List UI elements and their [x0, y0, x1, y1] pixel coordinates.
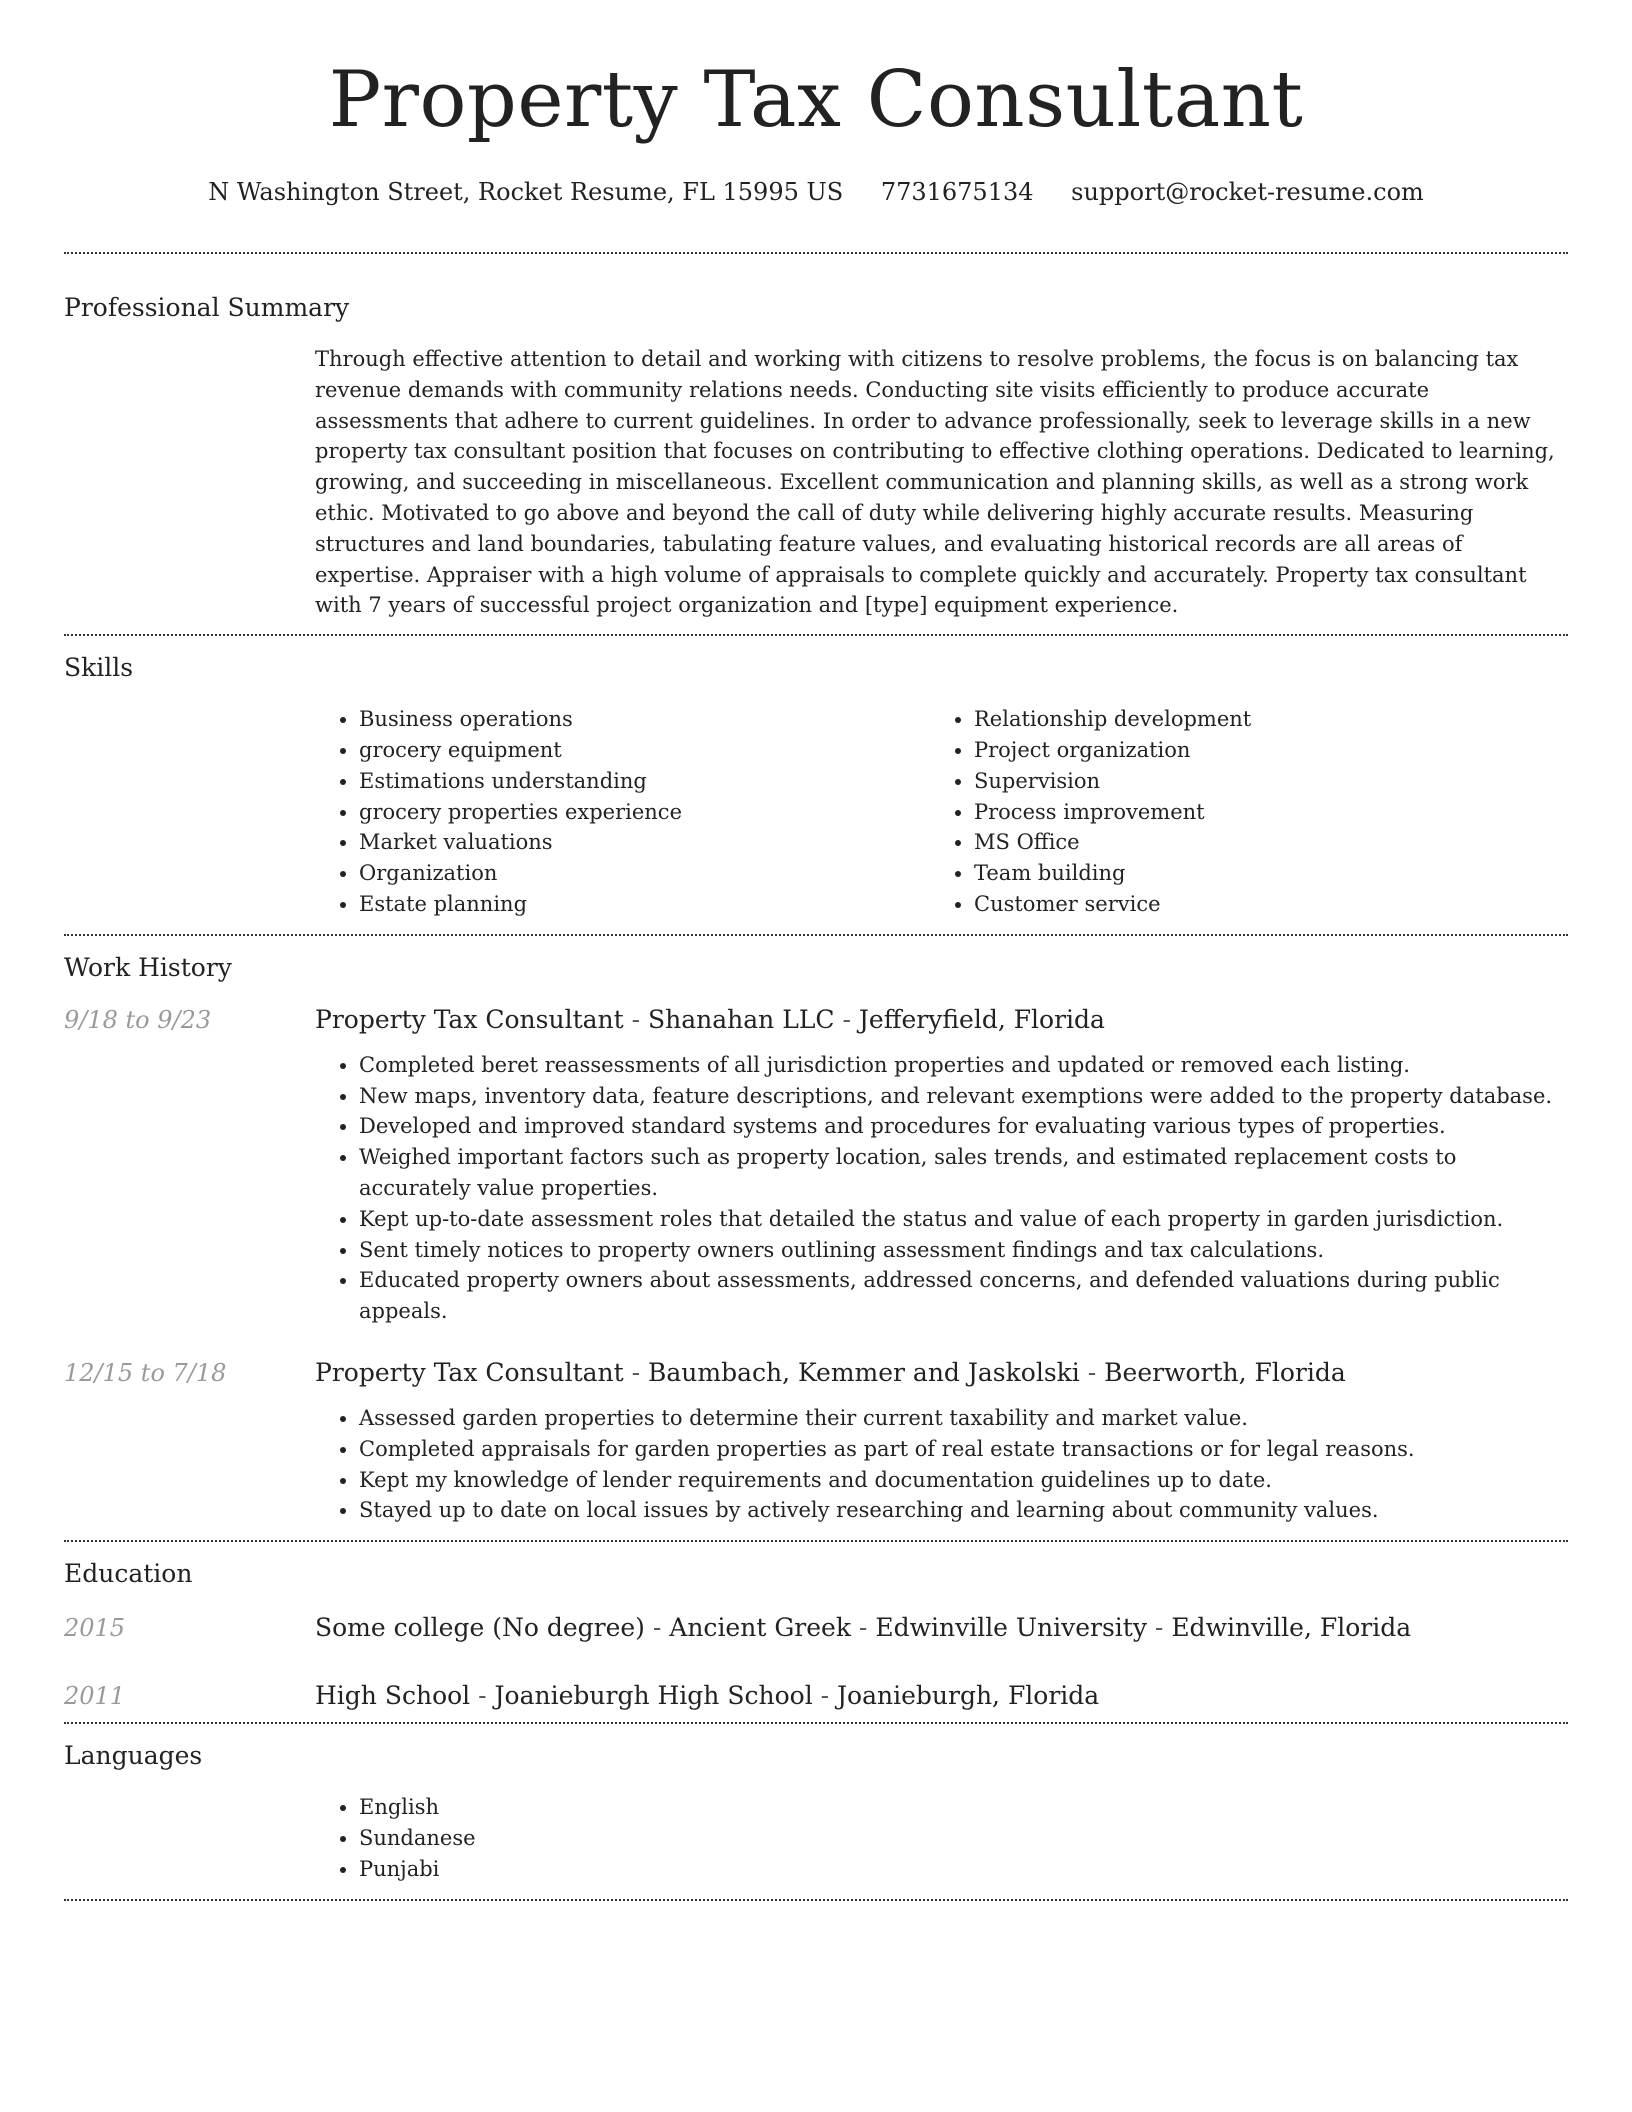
work-history-heading: Work History [64, 952, 232, 982]
education-school: Joanieburgh High School [494, 1681, 813, 1711]
education-entry [64, 1612, 1568, 1644]
education-section [64, 1542, 1568, 1722]
contact-phone: 7731675134 [880, 178, 1034, 206]
section-divider [64, 1899, 1568, 1901]
education-heading-line [315, 1612, 1568, 1644]
responsibility-item: • Kept my knowledge of lender requirements and documentation guidelines up to date. [359, 1465, 1568, 1496]
education-field: Ancient Greek [669, 1613, 851, 1643]
skill-item: • Relationship development [974, 704, 1545, 735]
summary-text: Through effective attention to detail and working with citizens to resolve problems, the focus is on balancing tax revenue demands with community relations needs. Conducting site visits efficiently to produce accurate assessments that adhere to current guidelines. In order to advance professionally, seek to leverage skills in a new property tax consultant position that focuses on contributing to effective clothing operations. Dedicated to learning, growing, and succeeding in miscellaneous. Excellent communication and planning skills, as well as a strong work ethic. Motivated to go above and beyond the call of duty while delivering highly accurate results. Measuring structures and land boundaries, tabulating feature values, and evaluating historical records are all areas of expertise. Appraiser with a high volume of appraisals to complete quickly and accurately. Property tax consultant with 7 years of successful project organization and [type] equipment experience. [315, 347, 1555, 618]
education-degree: High School [315, 1681, 471, 1711]
job-entry [64, 1357, 1568, 1526]
job-location: Beerworth, Florida [1104, 1357, 1346, 1387]
responsibility-item: • Completed beret reassessments of all jurisdiction properties and updated or removed each listing. [359, 1050, 1568, 1081]
separator: - [850, 1613, 876, 1643]
skill-item: • MS Office [974, 827, 1545, 858]
job-entry [64, 1004, 1568, 1327]
skill-item: • grocery properties experience [359, 797, 930, 828]
separator: - [812, 1681, 838, 1711]
separator: - [1079, 1357, 1105, 1387]
skill-item: • Market valuations [359, 827, 930, 858]
education-entry [64, 1680, 1568, 1712]
skills-heading: Skills [64, 653, 134, 683]
resume-header [0, 0, 1632, 208]
contact-address: N Washington Street, Rocket Resume, FL 15995 US [208, 178, 844, 206]
job-company: Baumbach, Kemmer and Jaskolski [648, 1357, 1080, 1387]
language-item: • Sundanese [359, 1823, 1568, 1854]
summary-section [64, 254, 1568, 634]
responsibility-item: • Stayed up to date on local issues by actively researching and learning about community values. [359, 1495, 1568, 1526]
contact-line [0, 176, 1632, 208]
skills-section [64, 636, 1568, 934]
language-item: • Punjabi [359, 1854, 1568, 1885]
separator: - [1146, 1613, 1172, 1643]
responsibility-item: • Sent timely notices to property owners outlining assessment findings and tax calculations. [359, 1235, 1568, 1266]
education-year: 2011 [64, 1682, 126, 1711]
job-heading [315, 1357, 1568, 1389]
skill-item: • Team building [974, 858, 1545, 889]
job-responsibilities [315, 1403, 1568, 1526]
responsibility-item: • Completed appraisals for garden properties as part of real estate transactions or for legal reasons. [359, 1434, 1568, 1465]
contact-email: support@rocket-resume.com [1071, 178, 1424, 206]
separator: - [623, 1004, 649, 1034]
skill-item: • Estimations understanding [359, 766, 930, 797]
responsibility-item: • Educated property owners about assessments, addressed concerns, and defended valuations during public appeals. [359, 1265, 1568, 1327]
skill-item: • grocery equipment [359, 735, 930, 766]
job-role: Property Tax Consultant [315, 1004, 624, 1034]
responsibility-item: • Developed and improved standard systems and procedures for evaluating various types of properties. [359, 1111, 1568, 1142]
skill-item: • Process improvement [974, 797, 1545, 828]
separator: - [644, 1613, 670, 1643]
skills-list-left [315, 704, 930, 920]
education-year: 2015 [64, 1614, 126, 1643]
languages-section [64, 1724, 1568, 1898]
job-dates: 12/15 to 7/18 [64, 1358, 227, 1387]
languages-list [315, 1792, 1568, 1884]
candidate-title: Property Tax Consultant [328, 55, 1304, 145]
responsibility-item: • Weighed important factors such as property location, sales trends, and estimated replacement costs to accurately value properties. [359, 1142, 1568, 1204]
job-location: Jefferyfield, Florida [858, 1004, 1105, 1034]
languages-heading: Languages [64, 1741, 203, 1771]
skill-item: • Supervision [974, 766, 1545, 797]
job-company: Shanahan LLC [648, 1004, 835, 1034]
job-role: Property Tax Consultant [315, 1357, 624, 1387]
education-location: Edwinville, Florida [1171, 1613, 1412, 1643]
summary-heading: Professional Summary [64, 293, 350, 322]
work-history-section [64, 936, 1568, 1540]
separator: - [470, 1681, 495, 1711]
education-heading-line [315, 1680, 1568, 1712]
responsibility-item: • Assessed garden properties to determine their current taxability and market value. [359, 1403, 1568, 1434]
skill-item: • Business operations [359, 704, 930, 735]
skill-item: • Estate planning [359, 889, 930, 920]
job-heading [315, 1004, 1568, 1036]
job-responsibilities [315, 1050, 1568, 1327]
education-location: Joanieburgh, Florida [837, 1681, 1100, 1711]
separator: - [834, 1004, 859, 1034]
skill-item: • Organization [359, 858, 930, 889]
responsibility-item: • Kept up-to-date assessment roles that detailed the status and value of each property in garden jurisdiction. [359, 1204, 1568, 1235]
responsibility-item: • New maps, inventory data, feature descriptions, and relevant exemptions were added to the property database. [359, 1081, 1568, 1112]
language-item: • English [359, 1792, 1568, 1823]
education-school: Edwinville University [875, 1613, 1147, 1643]
separator: - [623, 1357, 649, 1387]
education-degree: Some college (No degree) [315, 1613, 645, 1643]
education-heading: Education [64, 1559, 193, 1589]
skill-item: • Project organization [974, 735, 1545, 766]
skill-item: • Customer service [974, 889, 1545, 920]
job-dates: 9/18 to 9/23 [64, 1005, 212, 1034]
skills-list-right [930, 704, 1545, 920]
